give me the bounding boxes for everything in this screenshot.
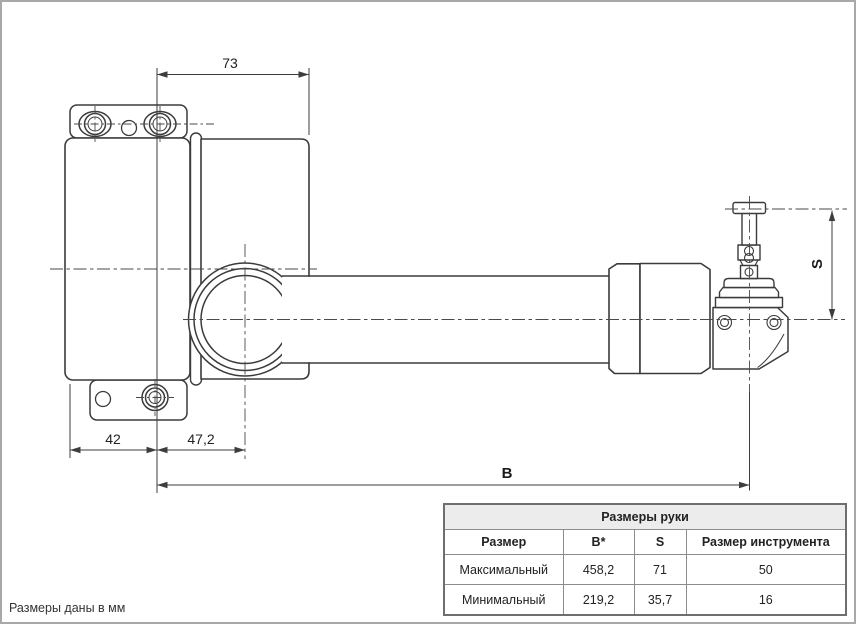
dim-B-label: B <box>501 465 513 482</box>
mounting-bracket-bottom <box>90 380 187 420</box>
tool-base-step3 <box>724 279 774 288</box>
table-row-max <box>444 555 846 585</box>
wrist-collar <box>609 264 640 374</box>
table-title: Размеры руки <box>444 504 846 530</box>
units-note: Размеры даны в мм <box>9 601 126 615</box>
cell-min-b: 219,2 <box>563 585 634 616</box>
col-header-b: B* <box>563 530 634 555</box>
wrist-cylinder <box>640 264 710 374</box>
cell-max-b: 458,2 <box>563 555 634 585</box>
cell-max-s: 71 <box>634 555 686 585</box>
cell-max-tool: 50 <box>686 555 846 585</box>
cell-max-label: Максимальный <box>444 555 563 585</box>
cell-min-label: Минимальный <box>444 585 563 616</box>
dimension-73 <box>157 71 309 77</box>
tool-base-step2 <box>720 288 779 298</box>
actuator-body <box>65 138 190 380</box>
dim-S-label: S <box>809 258 826 270</box>
tool-head-block <box>713 308 788 370</box>
dim-42-label: 42 <box>105 431 121 447</box>
table-title-row <box>444 504 846 530</box>
col-header-tool: Размер инструмента <box>686 530 846 555</box>
table-row-min <box>444 585 846 616</box>
table-header-row <box>444 530 846 555</box>
mounting-bracket-top <box>70 105 187 138</box>
dim-73-label: 73 <box>222 55 238 71</box>
tool-bit <box>716 203 783 308</box>
dimensions-table <box>443 503 847 616</box>
col-header-s: S <box>634 530 686 555</box>
tool-ball-section <box>738 245 760 260</box>
dimension-B <box>157 482 750 488</box>
dimension-S <box>829 211 835 320</box>
cell-min-s: 35,7 <box>634 585 686 616</box>
wrist-assembly <box>609 264 710 374</box>
col-header-size: Размер <box>444 530 563 555</box>
tool-base-step1 <box>716 298 783 308</box>
dim-47-2-label: 47,2 <box>187 431 215 447</box>
cell-min-tool: 16 <box>686 585 846 616</box>
